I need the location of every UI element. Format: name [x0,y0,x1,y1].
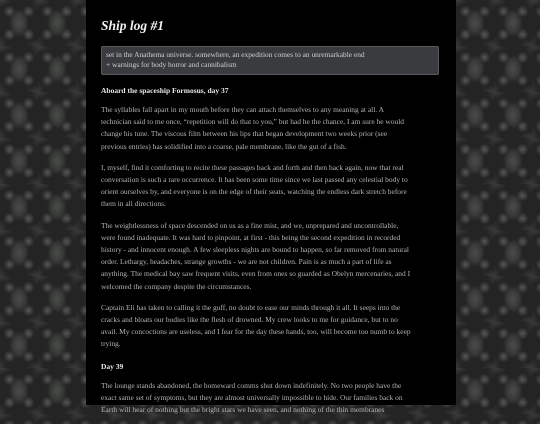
paragraph-line: Earth will hear of nothing but the bright stars we have seen, and nothing of the thin membranes [101,405,385,415]
paragraph-line: exact same set of symptoms, but they are almost universally impossible to hide. Our families back on [101,392,403,402]
paragraph-line: trying. [101,339,121,349]
summary-line: + warnings for body horror and cannibalism [106,60,237,69]
section-heading: Day 39 [101,361,124,371]
paragraph [101,380,441,417]
paragraph-line: technician said to me once, “repetition will do that to you,” but had he the chance, I am sure he would [101,117,404,127]
paragraph-line: orient ourselves by, and everyone is on the edge of their seats, watching the endless dark stretch before [101,187,407,197]
paragraph-line: anything. The medical bay saw frequent visits, even from ones so guarded as Obelyn mercenaries, and I [101,269,411,279]
paragraph-line: The weightlessness of space descended on us as a fine mist, and we, unprepared and uncontrollable, [101,220,399,230]
paragraph-line: change his tune. The viscous film between his lips that began development two weeks prior (see [101,129,388,139]
paragraph [101,220,441,293]
paragraph-line: them in all directions. [101,199,166,209]
paragraph-line: avail. My concoctions are useless, and I fear for the day these hands, too, will become too numb to keep [101,327,411,337]
story-summary [101,46,439,75]
paragraph-line: were found inadequate. It was hard to pinpoint, at first - this being the second expedition in recorded [101,232,401,242]
paragraph-line: order. Lethargy, headaches, strange growths - we are not children. Pain is as much a part of life as [101,257,392,267]
paragraph-line: cracks and bloats our bodies like the flesh of drowned. My crew looks to me for guidance, but to no [101,315,398,325]
story-page [86,0,456,415]
summary-line: set in the Anathema universe. somewhere, an expedition comes to an unremarkable end [106,50,365,59]
section-heading: Aboard the spaceship Formosus, day 37 [101,86,229,95]
story-content [101,0,441,424]
story-title: Ship log #1 [101,18,165,33]
paragraph-line: previous entries) has solidified into a coarse, pale membrane, like the gut of a fish. [101,141,347,151]
paragraph [101,162,441,211]
paragraph-line: Captain Eli has taken to calling it the guff, no doubt to ease our minds through it all. It seeps into the [101,302,401,312]
paragraph-line: history - and innocent enough. A few sleepless nights are bound to happen, so far removed from natural [101,245,409,255]
paragraph [101,104,441,153]
paragraph-line: conversation is such a rare occurrence. It has been some time since we last passed any celestial body to [101,175,408,185]
paragraph-line: welcomed the company despite the circumstances. [101,281,252,291]
paragraph-line: The lounge stands abandoned, the homeward comms shut down indefinitely. No two people have the [101,380,402,390]
paragraph [101,302,441,351]
paragraph-line: I, myself, find it comforting to recite these passages back and forth and then back again, now that real [101,162,404,172]
paragraph-line: The syllables fall apart in my mouth before they can attach themselves to any meaning at all. A [101,105,384,114]
